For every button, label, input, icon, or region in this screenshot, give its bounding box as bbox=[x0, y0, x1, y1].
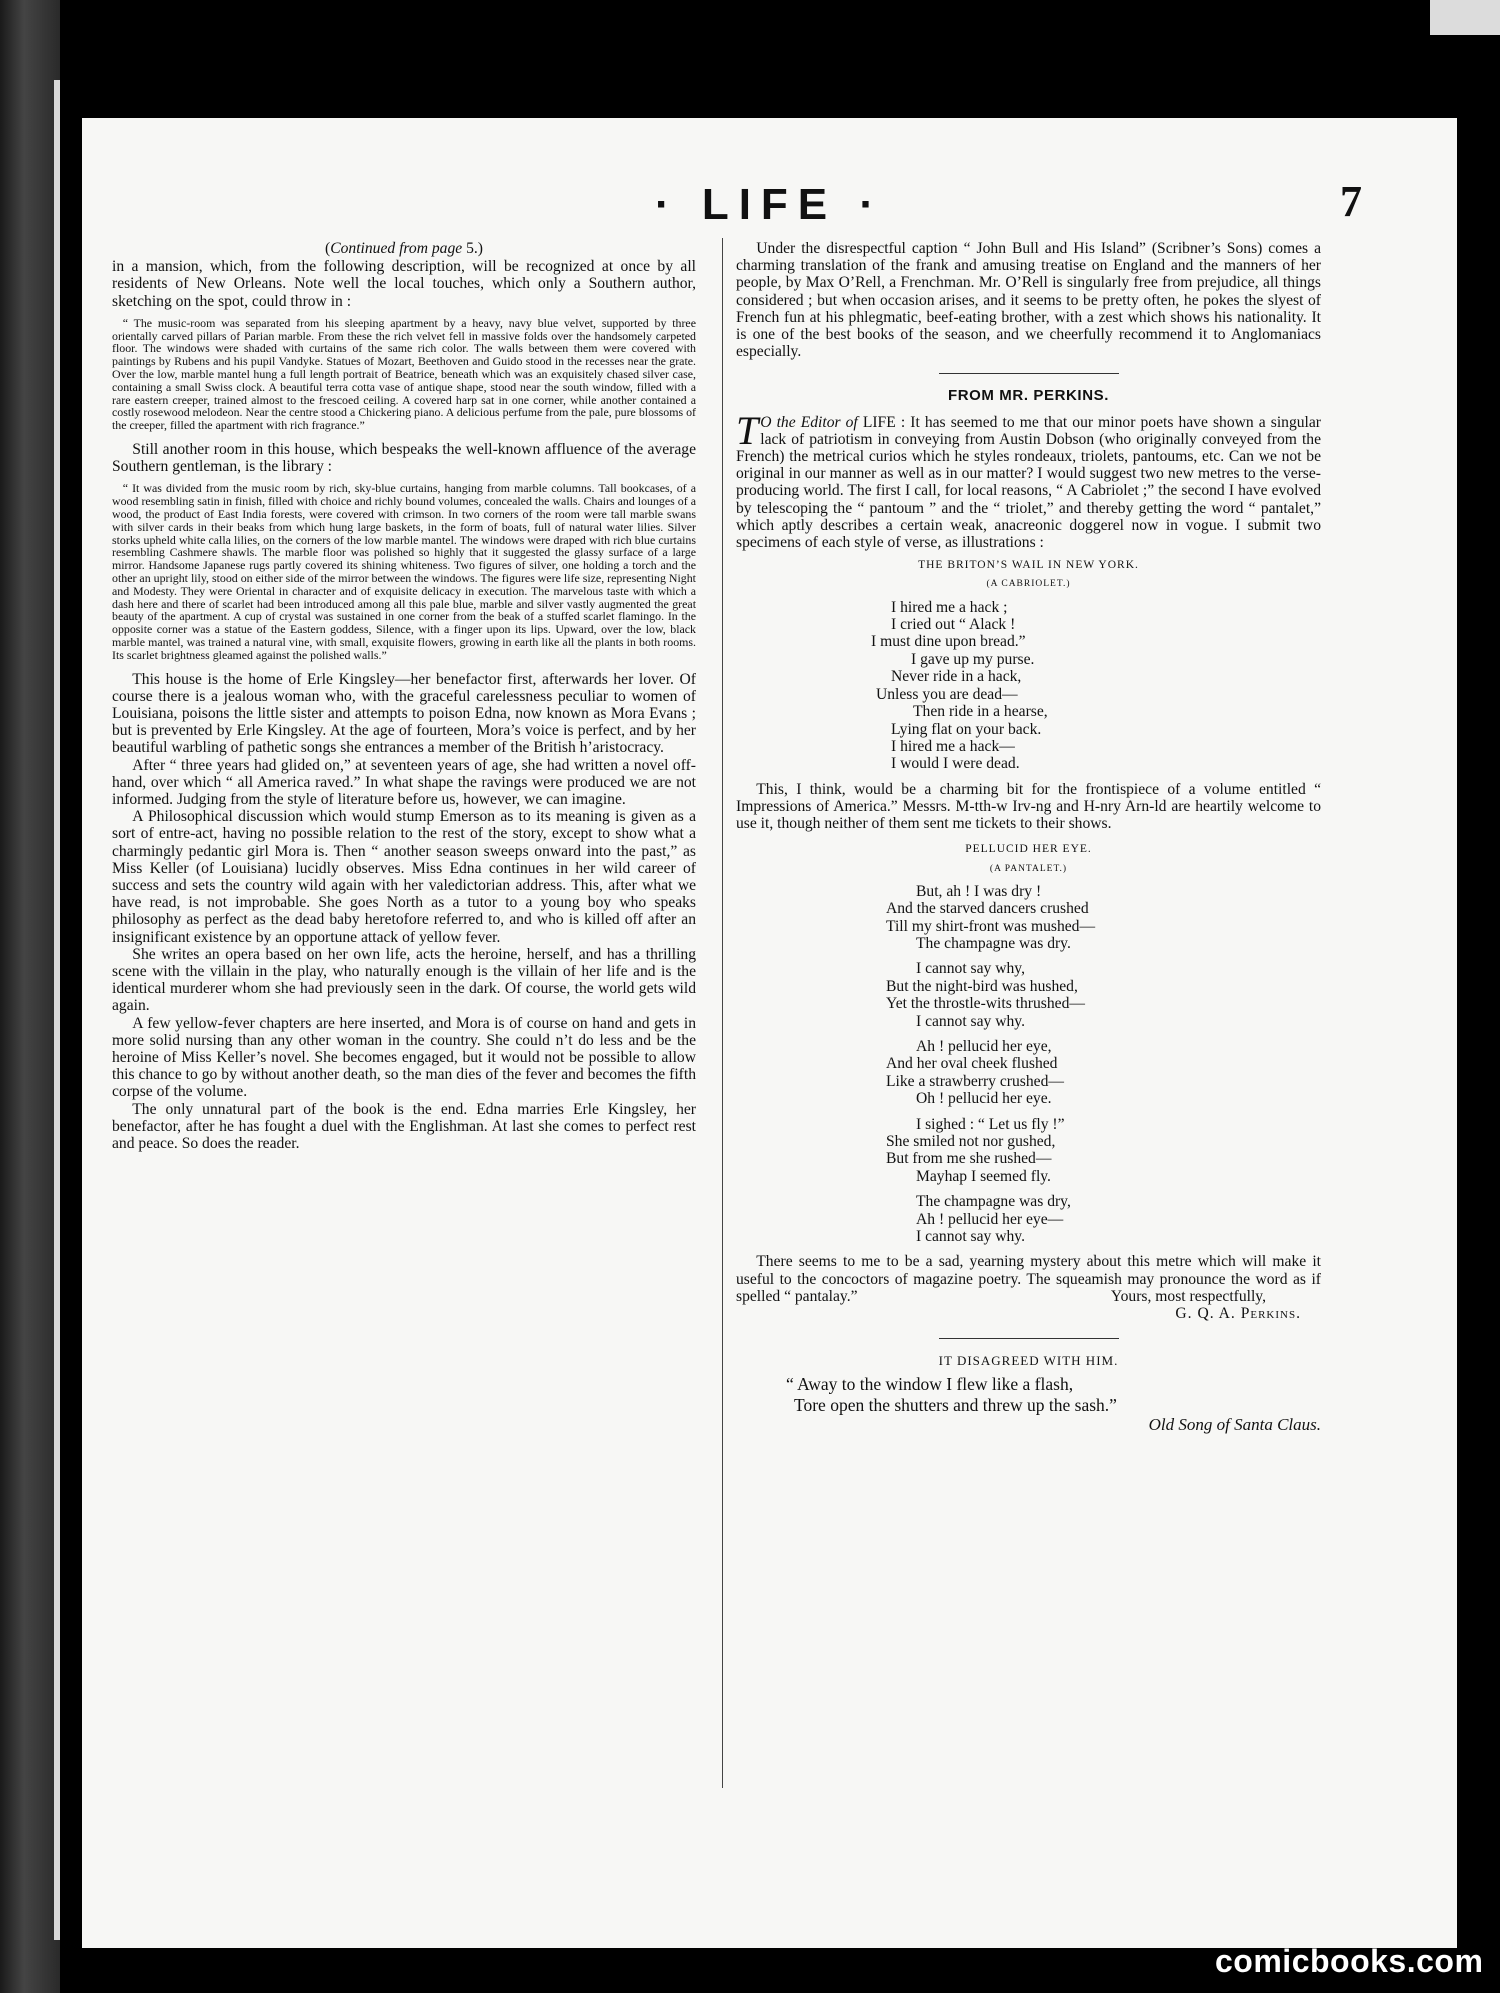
review-paragraph: Under the disrespectful caption “ John Bull and His Island” (Scribner’s Sons) comes a charming translation of the frank and amusing treatise on England and the manners of her people, by Max O’Rell, a Frenchman. Mr. O’Rell is singularly free from prejudice, all things considered ; but when occasion arises, and it seems to be pretty often, he pokes the slyest of French fun at his phlegmatic, beef-eating brother, with a zest which shows his nationality. It is one of the best books of the season, and we cheerfully recommend it to Anglomaniacs especially. bbox=[736, 240, 1321, 361]
poem-line: I cannot say why. bbox=[916, 1012, 1025, 1030]
poem-line: Ah ! pellucid her eye, bbox=[916, 1037, 1052, 1055]
poem-line: But, ah ! I was dry ! bbox=[916, 882, 1042, 900]
poem-line: Like a strawberry crushed— bbox=[886, 1072, 1064, 1090]
right-column bbox=[736, 240, 1321, 1433]
poem-line: I gave up my purse. bbox=[911, 650, 1035, 668]
poem-line: She smiled not nor gushed, bbox=[886, 1133, 1056, 1151]
section-divider bbox=[939, 1338, 1119, 1339]
paragraph: A few yellow-fever chapters are here inserted, and Mora is of course on hand and gets in more solid nursing than any other woman in the country. She could n’t do less and be the heroine of Miss Keller’s novel. She becomes engaged, but it would not be possible to allow this chance to go by without another death, so the man dies of the fever and becomes the fifth corpse of the volume. bbox=[112, 1014, 696, 1101]
paragraph: This house is the home of Erle Kingsley—her benefactor first, afterwards her lover. Of course there is a jealous woman who, with the graceful carelessness peculiar to women of Louisiana, poisons the little sister and attempts to poison Edna, now known as Mora Evans ; but is prevented by Erle Kingsley. At the age of fourteen, Mora’s voice is perfect, and by her beautiful warbling of pathetic songs she entrances a member of the British h’aristocracy. bbox=[112, 670, 696, 757]
poem-subtitle: (A CABRIOLET.) bbox=[986, 579, 1071, 590]
poem-line: Yet the throstle-wits thrushed— bbox=[886, 995, 1085, 1013]
poem-line: And the starved dancers crushed bbox=[886, 900, 1089, 918]
poem-line: Till my shirt-front was mushed— bbox=[886, 917, 1096, 935]
poem-line: The champagne was dry, bbox=[916, 1193, 1071, 1211]
poem-subtitle: (A PANTALET.) bbox=[989, 863, 1068, 874]
adjacent-page-edge bbox=[1430, 0, 1500, 35]
closing-sign: Yours, most respectfully, bbox=[1110, 1288, 1266, 1306]
column-rule bbox=[722, 238, 723, 1788]
stanza bbox=[886, 1038, 1321, 1108]
paragraph: A Philosophical discussion which would stump Emerson as to its meaning is given as a sort of entre-act, having no possible relation to the rest of the story, except to show what a charmingly pedantic girl Mora is. Then “ another season sweeps onward into the past,” as Miss Keller (of Louisiana) lucidly observes. Miss Edna continues in her wild career of success and sets the country wild again with her valedictorian address. This, after what we have read, is not improbable. She goes North as a tutor to a young boy who speaks philosophy as perfect as the dead baby heretofore referred to, and who is killed off after an insignificant existence by an opportune attack of yellow fever. bbox=[112, 808, 696, 946]
masthead: · LIFE · bbox=[654, 180, 885, 229]
drop-cap: T bbox=[736, 407, 759, 453]
section-heading: FROM MR. PERKINS. bbox=[947, 387, 1110, 405]
stanza bbox=[886, 1193, 1321, 1245]
poem-line: But from me she rushed— bbox=[886, 1150, 1052, 1168]
poem-title: PELLUCID HER EYE. bbox=[965, 843, 1092, 856]
poem-line: Mayhap I seemed fly. bbox=[916, 1167, 1051, 1185]
magazine-page bbox=[82, 118, 1457, 1948]
poem-line: The champagne was dry. bbox=[916, 934, 1071, 952]
stanza bbox=[886, 1116, 1321, 1186]
poem-line: I hired me a hack ; bbox=[891, 598, 1008, 616]
section-divider bbox=[939, 373, 1119, 374]
verse-line: “ Away to the window I flew like a flash, bbox=[786, 1373, 1074, 1394]
section-heading: IT DISAGREED WITH HIM. bbox=[938, 1353, 1119, 1369]
block-quote: “ The music-room was separated from his sleeping apartment by a heavy, navy blue velvet, supported by three orientally carved pillars of Parian marble. From these the rich velvet fell in massive folds over the handsomely carpeted floor. The windows were shaded with curtains of the same rich color. The walls between them were covered with paintings by Rubens and his pupil Vandyke. Statues of Mozart, Beethoven and Guido stood in the recesses near the grate. Over the low, marble mantel hung a full length portrait of Beatrice, beneath which was an exquisitely chased silver case, containing a small Swiss clock. A beautiful terra cotta vase of antique shape, stood near the south window, filled with a rare eastern creeper, trained almost to the frescoed ceiling. A covered harp sat in one corner, while another contained a costly rosewood melodeon. Near the centre stood a Chickering piano. A delicious perfume from the pale, pure blossoms of the creeper, filled the apartment with rich fragrance.” bbox=[112, 315, 696, 433]
binding-edge bbox=[54, 80, 60, 1940]
continued-note: (Continued from page 5.) bbox=[325, 240, 483, 257]
poem-line: Ah ! pellucid her eye— bbox=[916, 1210, 1064, 1228]
poem-line: I would I were dead. bbox=[891, 755, 1020, 773]
poem-line: And her oval cheek flushed bbox=[886, 1055, 1058, 1073]
poem-line: I sighed : “ Let us fly !” bbox=[916, 1115, 1065, 1133]
quoted-verse bbox=[786, 1374, 1321, 1416]
stanza bbox=[886, 960, 1321, 1030]
poem-pantalet bbox=[886, 883, 1321, 1246]
paragraph: This, I think, would be a charming bit for the frontispiece of a volume entitled “ Impressions of America.” Messrs. M-tth-w Irv-ng and H-nry Arn-ld are heartily welcome to use it, though neither of them sent me tickets to their shows. bbox=[736, 780, 1321, 833]
letter-paragraph: T O the Editor of LIFE : It has seemed to me that our minor poets have shown a singular lack of patriotism in conveying from Austin Dobson (who originally conveyed from the French) the metrical curios which he styles rondeaux, triolets, pantoums, etc. Can we not be original in our manner as well as in our matter? I would suggest two new metres to the verse-producing world. The first I call, for local reasons, “ A Cabriolet ;” the second I have evolved by telescoping the “ pantoum ” and the “ triolet,” and thereby getting the word “ pantalet,” which aptly describes a certain weak, anacreonic doggerel now in vogue. I submit two specimens of each style of verse, as illustrations : bbox=[736, 407, 1321, 552]
poem-line: I cannot say why. bbox=[916, 1228, 1025, 1246]
watermark-logo: comicbooks.com bbox=[1215, 1943, 1484, 1979]
paragraph: After “ three years had glided on,” at seventeen years of age, she had written a novel off-hand, over which “ all America raved.” In what shape the ravings were produced we are not informed. Judging from the style of literature before us, however, we can imagine. bbox=[112, 756, 696, 808]
poem-line: I must dine upon bread.” bbox=[871, 633, 1026, 651]
verse-line: Tore open the shutters and threw up the sash.” bbox=[794, 1394, 1117, 1415]
paragraph: Still another room in this house, which bespeaks the well-known affluence of the average Southern gentleman, is the library : bbox=[112, 440, 696, 476]
poem-cabriolet bbox=[871, 599, 1321, 773]
poem-line: I hired me a hack— bbox=[891, 737, 1015, 755]
signature: G. Q. A. Perkins. bbox=[1175, 1305, 1301, 1323]
block-quote: “ It was divided from the music room by rich, sky-blue curtains, hanging from marble columns. Tall bookcases, of a wood resembling satin in finish, filled with choice and richly bound volumes, concealed the walls. Chairs and lounges of a wood, the product of East India forests, were covered with crimson. In two corners of the room were tall marble swans with silver cards in their beaks from which hung large baskets, in the form of boats, full of natural water lilies. Silver storks upheld white calla lilies, on the corners of the low marble mantel. The windows were draped with rich blue curtains resembling Cashmere shawls. The marble floor was polished so highly that it suggested the glassy surface of a large mirror. Handsome Japanese rugs partly covered its shining whiteness. Two figures of silver, one holding a torch and the other an upright lily, stood on either side of the mirror between the windows. The figures were life size, representing Night and Modesty. They were Oriental in character and of exquisite delicacy in execution. The marvelous taste with which a dash here and there of scarlet had been introduced among all this pale blue, marble and silver vastly augmented the great beauty of the apartment. A cup of crystal was sustained in one corner from the beak of a stuffed scarlet flamingo. In the opposite corner was a statue of the Eastern goddess, Silence, with a finger upon its lips. Upward, over the low, black marble mantel, was trained a natural vine, with small, exquisite flowers, growing in earth like all the plants in both rooms. Its scarlet brightness gleamed against the polished walls.” bbox=[112, 481, 696, 662]
poem-line: I cannot say why, bbox=[916, 960, 1025, 978]
page-number: 7 bbox=[1340, 177, 1362, 226]
poem-line: Then ride in a hearse, bbox=[913, 703, 1048, 721]
poem-title: THE BRITON’S WAIL IN NEW YORK. bbox=[918, 559, 1139, 572]
paragraph: The only unnatural part of the book is the end. Edna marries Erle Kingsley, her benefactor, after he has fought a duel with the Englishman. At last she comes to perfect rest and peace. So does the reader. bbox=[112, 1100, 696, 1153]
poem-line: Never ride in a hack, bbox=[891, 668, 1022, 686]
attribution: Old Song of Santa Claus. bbox=[1148, 1414, 1321, 1434]
paragraph: She writes an opera based on her own life, acts the heroine, herself, and has a thrilling scene with the villain in the play, who naturally enough is the villain of her life and is the identical murderer whom she had previously seen in the dark. Of course, the world gets wild again. bbox=[112, 945, 696, 1015]
poem-line: Oh ! pellucid her eye. bbox=[916, 1090, 1052, 1108]
stanza bbox=[886, 883, 1321, 953]
poem-line: Lying flat on your back. bbox=[891, 720, 1042, 738]
left-column bbox=[112, 240, 696, 1152]
poem-line: I cried out “ Alack ! bbox=[891, 616, 1016, 634]
poem-line: Unless you are dead— bbox=[876, 685, 1018, 703]
poem-line: But the night-bird was hushed, bbox=[886, 977, 1078, 995]
paragraph: There seems to me to be a sad, yearning mystery about this metre which will make it useful to the concoctors of magazine poetry. The squeamish may pronounce the word as if spelled “ pantalay.” bbox=[736, 1253, 1321, 1305]
paragraph: in a mansion, which, from the following description, will be recognized at once by all residents of New Orleans. Note well the local touches, which only a Southern author, sketching on the spot, could throw in : bbox=[112, 258, 696, 310]
binding-strip bbox=[0, 0, 60, 1993]
